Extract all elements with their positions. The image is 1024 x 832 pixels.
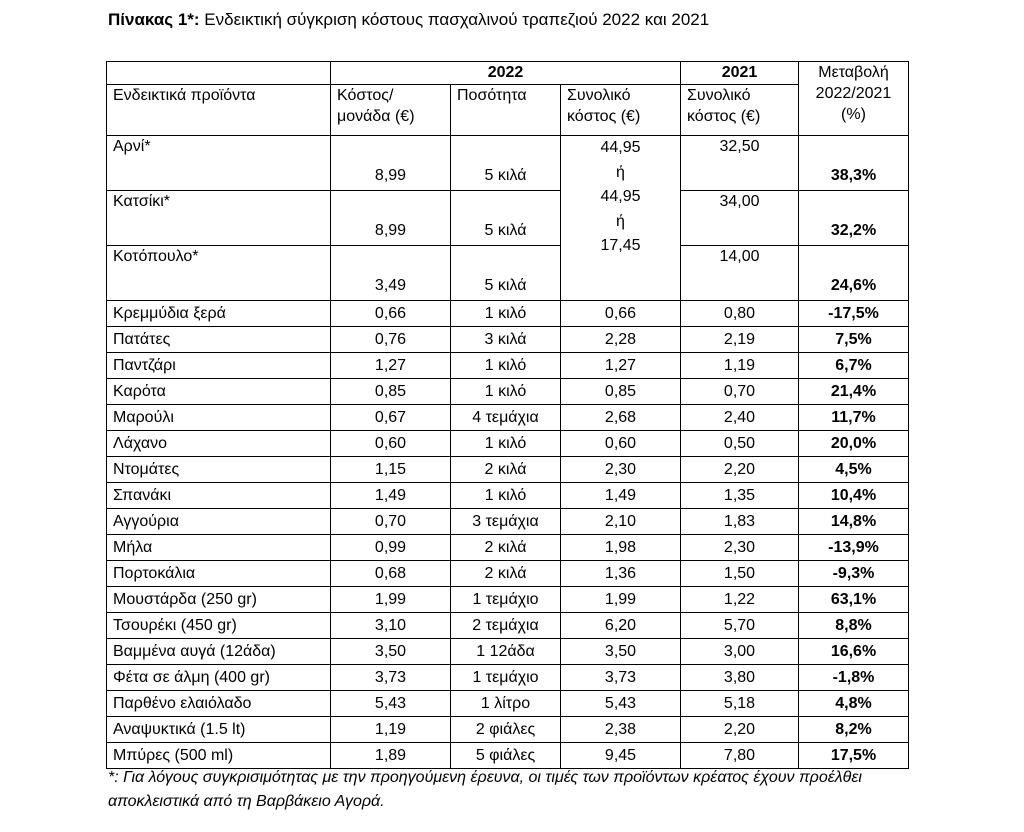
change-percent: 4,8%	[799, 691, 909, 717]
change-percent: -13,9%	[799, 535, 909, 561]
total-2022: 3,50	[561, 639, 681, 665]
unit-cost: 1,89	[331, 743, 451, 769]
total-2021: 34,00	[681, 191, 799, 246]
total-2021: 0,70	[681, 379, 799, 405]
unit-cost: 3,49	[331, 246, 451, 301]
change-percent: 38,3%	[799, 136, 909, 191]
total-2021: 5,70	[681, 613, 799, 639]
unit-cost: 8,99	[331, 191, 451, 246]
change-percent: 8,8%	[799, 613, 909, 639]
quantity: 1 λίτρο	[451, 691, 561, 717]
unit-cost: 8,99	[331, 136, 451, 191]
product-name: Αναψυκτικά (1.5 lt)	[107, 717, 331, 743]
table-row	[107, 191, 909, 246]
table-row	[107, 246, 909, 301]
product-name: Κρεμμύδια ξερά	[107, 301, 331, 327]
header-products: Ενδεικτικά προϊόντα	[107, 85, 331, 136]
header-total21-line1: Συνολικό	[687, 87, 751, 104]
total-2021: 2,30	[681, 535, 799, 561]
total-2021: 0,50	[681, 431, 799, 457]
merged-total-value: 44,95	[600, 139, 641, 156]
product-name: Κοτόπουλο*	[107, 246, 331, 301]
header-total-2022	[561, 85, 681, 136]
table-row	[107, 613, 909, 639]
table-row	[107, 327, 909, 353]
quantity: 2 κιλά	[451, 561, 561, 587]
unit-cost: 0,60	[331, 431, 451, 457]
quantity: 1 κιλό	[451, 483, 561, 509]
total-2021: 1,83	[681, 509, 799, 535]
total-2021: 2,20	[681, 717, 799, 743]
table-row	[107, 457, 909, 483]
quantity: 2 κιλά	[451, 457, 561, 483]
change-percent: -17,5%	[799, 301, 909, 327]
merged-total-cost	[561, 136, 681, 301]
table-row	[107, 717, 909, 743]
quantity: 1 κιλό	[451, 379, 561, 405]
unit-cost: 0,66	[331, 301, 451, 327]
table-row	[107, 587, 909, 613]
header-total-line2: κόστος (€)	[567, 108, 641, 125]
quantity: 3 κιλά	[451, 327, 561, 353]
total-2021: 1,35	[681, 483, 799, 509]
table-row	[107, 665, 909, 691]
change-percent: 6,7%	[799, 353, 909, 379]
total-2022: 2,68	[561, 405, 681, 431]
quantity: 5 κιλά	[451, 246, 561, 301]
caption-label: Πίνακας 1*:	[108, 10, 200, 29]
table-row	[107, 561, 909, 587]
table-row	[107, 405, 909, 431]
total-2022: 2,10	[561, 509, 681, 535]
quantity: 1 τεμάχιο	[451, 587, 561, 613]
total-2021: 3,00	[681, 639, 799, 665]
unit-cost: 3,50	[331, 639, 451, 665]
unit-cost: 1,19	[331, 717, 451, 743]
header-row-columns	[107, 85, 909, 136]
total-2021: 1,22	[681, 587, 799, 613]
header-unit-cost	[331, 85, 451, 136]
table-row	[107, 136, 909, 191]
table-row	[107, 483, 909, 509]
product-name: Μουστάρδα (250 gr)	[107, 587, 331, 613]
unit-cost: 1,99	[331, 587, 451, 613]
change-percent: 11,7%	[799, 405, 909, 431]
caption-text: Ενδεικτική σύγκριση κόστους πασχαλινού τραπεζιού 2022 και 2021	[199, 10, 710, 29]
change-percent: 16,6%	[799, 639, 909, 665]
unit-cost: 3,10	[331, 613, 451, 639]
quantity: 1 κιλό	[451, 353, 561, 379]
header-change-line3: (%)	[841, 106, 866, 123]
quantity: 5 κιλά	[451, 136, 561, 191]
product-name: Μαρούλι	[107, 405, 331, 431]
product-name: Αγγούρια	[107, 509, 331, 535]
total-2022: 1,49	[561, 483, 681, 509]
product-name: Κατσίκι*	[107, 191, 331, 246]
total-2022: 3,73	[561, 665, 681, 691]
unit-cost: 1,27	[331, 353, 451, 379]
unit-cost: 0,85	[331, 379, 451, 405]
footnote: *: Για λόγους συγκρισιμότητας με την προηγούμενη έρευνα, οι τιμές των προϊόντων κρέατος έχουν προέλθει αποκλειστικά από τη Βαρβάκειο Αγορά.	[108, 769, 862, 810]
total-2022: 5,43	[561, 691, 681, 717]
header-total21-line2: κόστος (€)	[687, 108, 761, 125]
table-row	[107, 431, 909, 457]
product-name: Φέτα σε άλμη (400 gr)	[107, 665, 331, 691]
product-name: Βαμμένα αυγά (12άδα)	[107, 639, 331, 665]
product-name: Ντομάτες	[107, 457, 331, 483]
header-change-line2: 2022/2021	[815, 85, 892, 102]
total-2022: 9,45	[561, 743, 681, 769]
quantity: 2 τεμάχια	[451, 613, 561, 639]
header-total-line1: Συνολικό	[567, 87, 631, 104]
change-percent: 21,4%	[799, 379, 909, 405]
cost-comparison-table	[106, 61, 909, 769]
header-change	[799, 62, 909, 136]
header-unit-cost-line2: μονάδα (€)	[337, 108, 415, 125]
total-2022: 0,66	[561, 301, 681, 327]
table-row	[107, 301, 909, 327]
change-percent: 63,1%	[799, 587, 909, 613]
total-2021: 14,00	[681, 246, 799, 301]
total-2021: 1,19	[681, 353, 799, 379]
quantity: 1 12άδα	[451, 639, 561, 665]
header-change-line1: Μεταβολή	[818, 64, 889, 81]
total-2022: 6,20	[561, 613, 681, 639]
unit-cost: 1,15	[331, 457, 451, 483]
header-year-2022: 2022	[331, 62, 681, 85]
change-percent: 17,5%	[799, 743, 909, 769]
quantity: 1 τεμάχιο	[451, 665, 561, 691]
total-2021: 5,18	[681, 691, 799, 717]
total-2021: 2,20	[681, 457, 799, 483]
total-2021: 1,50	[681, 561, 799, 587]
quantity: 5 φιάλες	[451, 743, 561, 769]
change-percent: 7,5%	[799, 327, 909, 353]
merged-total-value: 17,45	[600, 237, 641, 254]
quantity: 4 τεμάχια	[451, 405, 561, 431]
table-row	[107, 535, 909, 561]
product-name: Πορτοκάλια	[107, 561, 331, 587]
change-percent: 8,2%	[799, 717, 909, 743]
quantity: 3 τεμάχια	[451, 509, 561, 535]
change-percent: 10,4%	[799, 483, 909, 509]
merged-total-or: ή	[616, 212, 625, 230]
quantity: 2 φιάλες	[451, 717, 561, 743]
total-2022: 0,60	[561, 431, 681, 457]
header-empty	[107, 62, 331, 85]
unit-cost: 0,70	[331, 509, 451, 535]
merged-total-value: 44,95	[600, 188, 641, 205]
unit-cost: 1,49	[331, 483, 451, 509]
total-2022: 1,98	[561, 535, 681, 561]
unit-cost: 0,67	[331, 405, 451, 431]
unit-cost: 3,73	[331, 665, 451, 691]
header-unit-cost-line1: Κόστος/	[337, 87, 394, 104]
header-total-2021	[681, 85, 799, 136]
table-caption	[108, 10, 709, 30]
table-row	[107, 743, 909, 769]
unit-cost: 0,76	[331, 327, 451, 353]
product-name: Τσουρέκι (450 gr)	[107, 613, 331, 639]
merged-total-or: ή	[616, 163, 625, 181]
total-2021: 2,40	[681, 405, 799, 431]
header-year-2021: 2021	[681, 62, 799, 85]
product-name: Αρνί*	[107, 136, 331, 191]
unit-cost: 0,68	[331, 561, 451, 587]
product-name: Μήλα	[107, 535, 331, 561]
product-name: Πατάτες	[107, 327, 331, 353]
product-name: Σπανάκι	[107, 483, 331, 509]
header-quantity: Ποσότητα	[451, 85, 561, 136]
product-name: Καρότα	[107, 379, 331, 405]
change-percent: 20,0%	[799, 431, 909, 457]
table-row	[107, 379, 909, 405]
header-row-years	[107, 62, 909, 85]
change-percent: -9,3%	[799, 561, 909, 587]
product-name: Παντζάρι	[107, 353, 331, 379]
total-2021: 3,80	[681, 665, 799, 691]
table-row	[107, 691, 909, 717]
total-2021: 32,50	[681, 136, 799, 191]
table-row	[107, 509, 909, 535]
unit-cost: 0,99	[331, 535, 451, 561]
quantity: 1 κιλό	[451, 431, 561, 457]
total-2021: 7,80	[681, 743, 799, 769]
total-2022: 0,85	[561, 379, 681, 405]
total-2022: 2,28	[561, 327, 681, 353]
quantity: 2 κιλά	[451, 535, 561, 561]
quantity: 5 κιλά	[451, 191, 561, 246]
total-2022: 2,38	[561, 717, 681, 743]
unit-cost: 5,43	[331, 691, 451, 717]
change-percent: -1,8%	[799, 665, 909, 691]
total-2022: 1,27	[561, 353, 681, 379]
table-row	[107, 353, 909, 379]
change-percent: 4,5%	[799, 457, 909, 483]
change-percent: 32,2%	[799, 191, 909, 246]
total-2022: 1,36	[561, 561, 681, 587]
product-name: Μπύρες (500 ml)	[107, 743, 331, 769]
total-2022: 2,30	[561, 457, 681, 483]
total-2021: 2,19	[681, 327, 799, 353]
quantity: 1 κιλό	[451, 301, 561, 327]
change-percent: 14,8%	[799, 509, 909, 535]
product-name: Παρθένο ελαιόλαδο	[107, 691, 331, 717]
total-2022: 1,99	[561, 587, 681, 613]
product-name: Λάχανο	[107, 431, 331, 457]
table-row	[107, 639, 909, 665]
total-2021: 0,80	[681, 301, 799, 327]
change-percent: 24,6%	[799, 246, 909, 301]
